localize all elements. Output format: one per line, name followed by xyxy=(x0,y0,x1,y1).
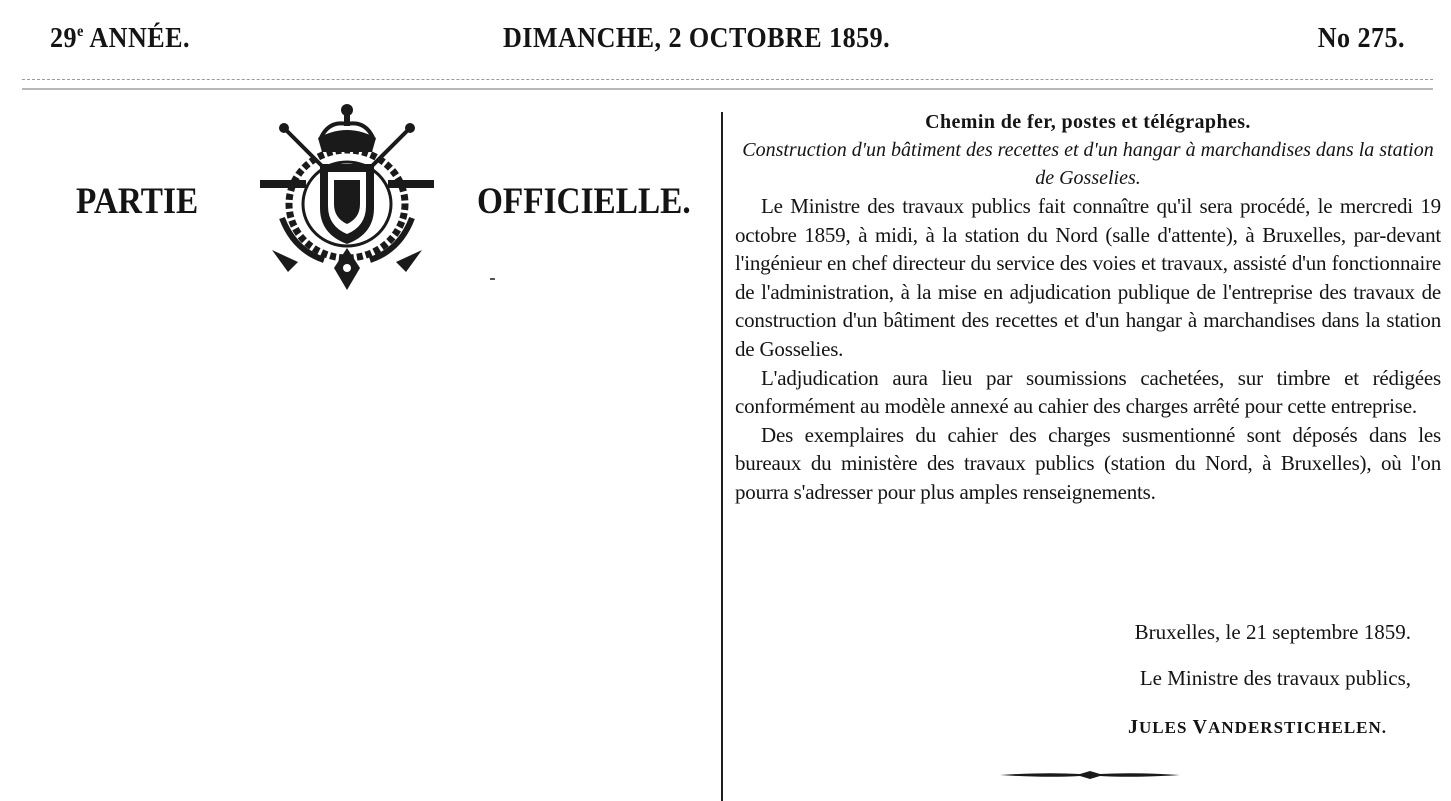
ornament-divider-icon xyxy=(1000,768,1180,782)
signoff-name: JULES VANDERSTICHELEN. xyxy=(1128,716,1388,738)
year-label xyxy=(50,22,190,55)
article-paragraph-2: L'adjudication aura lieu par soumissions cachetées, sur timbre et rédigées conformément au modèle annexé au cahier des charges arrêté pour cette entreprise. xyxy=(735,365,1441,419)
print-speck xyxy=(490,278,495,280)
article-paragraph-1: Le Ministre des travaux publics fait connaître qu'il sera procédé, le mercredi 19 octobre 1859, à midi, à la station du Nord (salle d'attente), à Bruxelles, par-devant l'ingénieur en chef directeur du service des voies et travaux, assisté d'un fonctionnaire de l'administration, à la mise en adjudication publique de l'entreprise des travaux de construction d'un bâtiment des recettes et d'un hangar à marchandises dans la station de Gosselies. xyxy=(735,194,1441,361)
year-number: 29 xyxy=(50,22,77,54)
coat-of-arms-icon xyxy=(258,100,436,292)
article-heading: Chemin de fer, postes et télégraphes. xyxy=(925,111,1251,133)
article-paragraph-3: Des exemplaires du cahier des charges susmentionné sont déposés dans les bureaux du ministère des travaux publics (station du Nord, à Bruxelles), où l'on pourra s'adresser pour plus amples renseignements. xyxy=(735,422,1441,504)
masthead-rule-dashed xyxy=(22,79,1433,80)
article xyxy=(735,108,1441,507)
section-title-right: OFFICIELLE. xyxy=(477,181,691,222)
article-subheading: Construction d'un bâtiment des recettes et d'un hangar à marchandises dans la station de Gosselies. xyxy=(742,139,1434,189)
issue-date: DIMANCHE, 2 OCTOBRE 1859. xyxy=(503,22,891,54)
section-title-left: PARTIE xyxy=(76,181,199,222)
masthead xyxy=(0,0,1451,78)
signoff-date: Bruxelles, le 21 septembre 1859. xyxy=(1134,620,1411,644)
signoff-title: Le Ministre des travaux publics, xyxy=(1139,666,1411,690)
column-rule xyxy=(721,112,723,801)
year-suffix: e xyxy=(77,23,84,40)
masthead-rule xyxy=(22,88,1433,90)
year-word: ANNÉE. xyxy=(83,22,190,54)
issue-number: No 275. xyxy=(1317,22,1405,54)
